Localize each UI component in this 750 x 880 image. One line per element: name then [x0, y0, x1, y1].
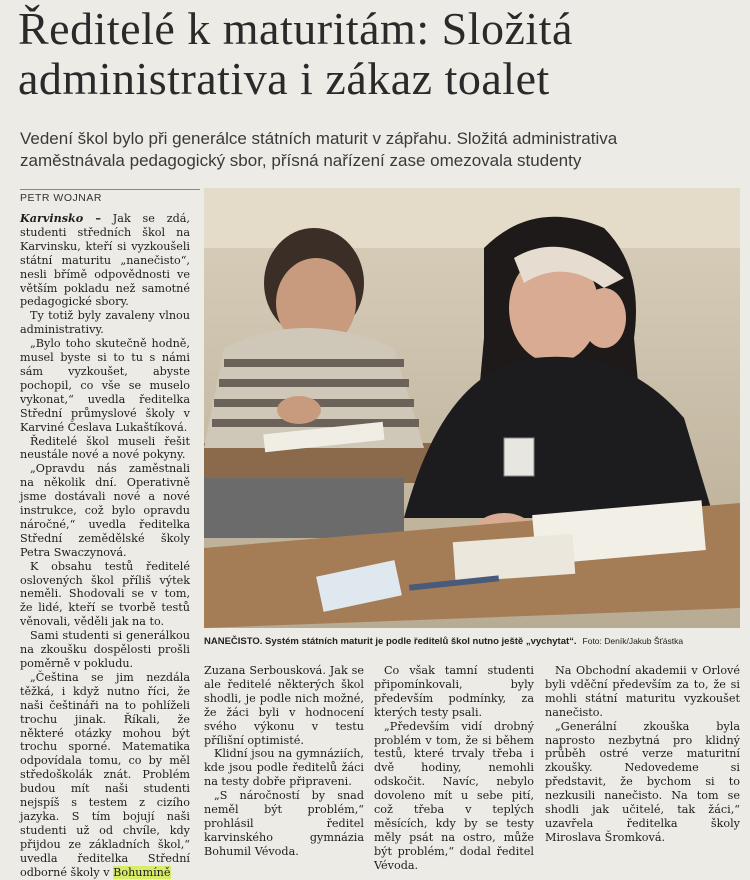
paragraph-text: „Čeština se jim nezdála těžká, i když nutno říci, že naši češtináři na to pohlíželi trochu jinak. Říkali, že některé otázky mohou být trochu sporné. Matematika odpovídala tomu, co by měl středoškolák znát. Problém budou mít naši studenti nejspíš s testem z cizího jazyka. S tím bojují naši studenti už od chvíle, kdy přijdou ze základních škol,“ uvedla ředitelka Střední odborné školy v: [20, 670, 190, 879]
paragraph: Zuzana Serbousková. Jak se ale ředitelé některých škol shodli, je podle nich možné, že žáci byli v hodnocení svého výkonu v testu přílišní optimisté.: [204, 664, 364, 747]
paragraph: „Generální zkouška byla naprosto nezbytná pro klidný průběh ostré verze maturitní zkoušky. Nedovedeme si představit, že bychom si to nezkusili nanečisto. Na tom se shodli jak učitelé, tak žáci,“ uzavřela ředitelka školy Miroslava Šromková.: [545, 719, 740, 844]
paragraph: [20, 212, 190, 309]
article-column-3: [374, 664, 534, 873]
article-photo: [204, 188, 740, 628]
lead-paragraph: Vedení škol bylo při generálce státních maturit v zápřahu. Složitá administrativa zaměstnávala pedagogický sbor, přísná nařízení zase omezovala studenty: [20, 129, 618, 170]
article-column-2: [204, 664, 364, 859]
paragraph: „Bylo toho skutečně hodně, musel byste si to tu s námi sám vyzkoušet, abyste pochopil, co vše se muselo vykonat,“ uvedla ředitelka Střední průmyslové školy v Karviné Česlava Lukaštíková.: [20, 337, 190, 434]
paragraph: Ty totiž byly zavaleny vlnou administrativy.: [20, 309, 190, 337]
paragraph: „Opravdu nás zaměstnali na několik dní. Operativně jsme dostávali nové a nové instrukce, což bylo opravdu náročné,“ uvedla ředitelka Střední zemědělské školy Petra Swaczynová.: [20, 462, 190, 559]
headline: Ředitelé k maturitám: Složitá administrativa i zákaz toalet: [18, 3, 573, 104]
paragraph: [20, 671, 190, 880]
photo-caption: [204, 636, 740, 647]
dateline: Karvinsko –: [20, 211, 101, 225]
paragraph: Klidní jsou na gymnáziích, kde jsou podle ředitelů žáci na testy dobře připraveni.: [204, 747, 364, 789]
caption-text: Systém státních maturit je podle ředitelů škol nutno ještě „vychytat“.: [262, 636, 577, 647]
author-byline: PETR WOJNAR: [20, 189, 200, 204]
paragraph: Ředitelé škol museli řešit neustále nové a nové pokyny.: [20, 434, 190, 462]
paragraph: Co však tamní studenti připomínkovali, byly především podmínky, za kterých testy psali.: [374, 664, 534, 719]
article-column-1: [20, 212, 190, 880]
paragraph-text: Jak se zdá, studenti středních škol na Karvinsku, kteří si vyzkoušeli státní maturitu „nanečisto“, nesli břímě odpovědnosti ve větším pokladu než samotné pedagogické sbory.: [20, 212, 190, 309]
students-exam-photo: [204, 188, 740, 628]
article-column-4: [545, 664, 740, 845]
paragraph: Sami studenti si generálkou na zkoušku dospělosti prošli poměrně v pokludu.: [20, 629, 190, 670]
paragraph: K obsahu testů ředitelé oslovených škol příliš výtek neměli. Shodovali se v tom, že lidé, kteří se tvorbě testů věnovali, věděli jak na to.: [20, 559, 190, 629]
paragraph: „S náročností by snad neměl být problém,“ prohlásil ředitel karvinského gymnázia Bohumil Vévoda.: [204, 789, 364, 858]
photo-credit: Foto: Deník/Jakub Šťástka: [582, 636, 684, 646]
highlighted-word: Bohumíně: [113, 865, 171, 879]
caption-lead: NANEČISTO.: [204, 636, 263, 647]
paragraph: Na Obchodní akademii v Orlové byli vděční především za to, že si mohli státní maturitu vyzkoušet nanečisto.: [545, 664, 740, 719]
paragraph: „Především vidí drobný problém v tom, že si během testů, které trvaly třeba i dvě hodiny, nemohli odskočit. Navíc, nebylo dovoleno mít u sebe pití, což třeba v teplých měsících, kdy by se testy měly psát na ostro, může být problém,“ dodal ředitel Vévoda.: [374, 719, 534, 872]
